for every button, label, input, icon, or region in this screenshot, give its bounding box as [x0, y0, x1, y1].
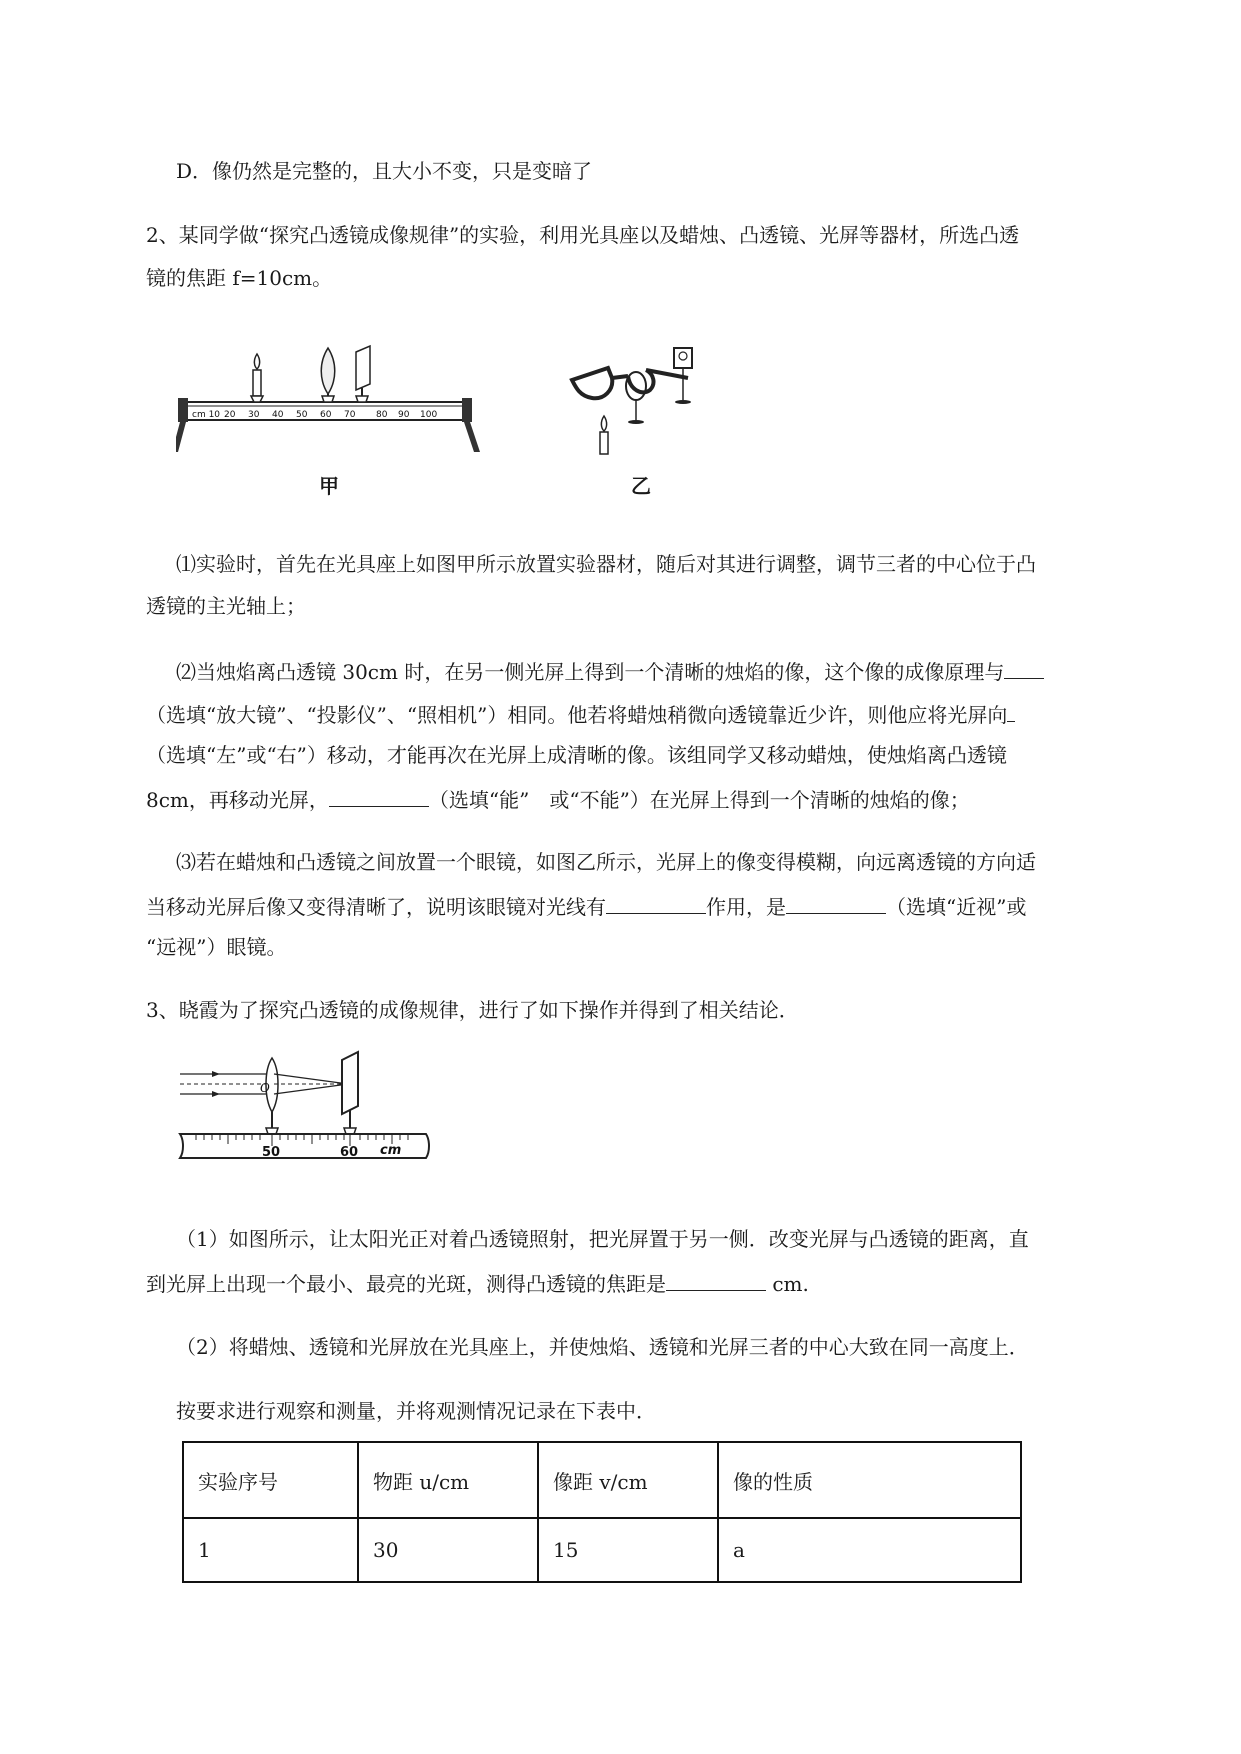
table-header-cell: 像的性质: [718, 1442, 1021, 1518]
q3-part1-text: cm.: [766, 1272, 809, 1296]
table-row: [183, 1518, 1021, 1582]
ruler-tick-label: 50: [296, 410, 308, 420]
answer-blank[interactable]: [786, 893, 886, 914]
q2-part3-line3: “远视”）眼镜。: [146, 935, 287, 959]
ruler-tick-label: 70: [344, 410, 356, 420]
ruler-tick-label: 60: [320, 410, 332, 420]
q2-part2-text: （选填“放大镜”、“投影仪”、“照相机”）相同。他若将蜡烛稍微向透镜靠近少许，则他应将光屏向: [146, 703, 1008, 727]
q2-part2-line4: [146, 786, 970, 812]
table-header-row: [183, 1442, 1021, 1518]
answer-blank[interactable]: [329, 786, 429, 807]
q2-part1-line2: 透镜的主光轴上；: [146, 594, 306, 618]
q3-part3: 按要求进行观察和测量，并将观测情况记录在下表中．: [176, 1399, 656, 1423]
q3-part1-line2: [146, 1270, 809, 1296]
ruler-tick-label: 100: [420, 410, 438, 420]
table-header-cell: 实验序号: [183, 1442, 358, 1518]
figure-yi-label: 乙: [631, 474, 651, 498]
bench-right-end: [462, 398, 472, 422]
q1-option-d: D．像仍然是完整的，且大小不变，只是变暗了: [176, 159, 593, 183]
candle-icon: [251, 354, 263, 402]
table-header-cell: 物距 u/cm: [358, 1442, 538, 1518]
q2-part3-text: 作用，是: [706, 895, 786, 919]
table-cell: 30: [358, 1518, 538, 1582]
ruler-tick-label: 40: [272, 410, 284, 420]
answer-blank[interactable]: [606, 893, 706, 914]
bench-left-end: [178, 398, 188, 422]
ruler-tick-50: 50: [262, 1145, 281, 1160]
light-screen-icon: [356, 346, 370, 402]
convex-lens-icon: [321, 348, 335, 402]
q2-part2-text: ⑵当烛焰离凸透镜 30cm 时，在另一侧光屏上得到一个清晰的烛焰的像，这个像的成像原理与: [176, 660, 1005, 684]
q3-part1-line1: （1）如图所示，让太阳光正对着凸透镜照射，把光屏置于另一侧．改变光屏与凸透镜的距离，直: [176, 1227, 1029, 1251]
answer-blank[interactable]: [666, 1270, 766, 1291]
q3-part1-text: 到光屏上出现一个最小、最亮的光斑，测得凸透镜的焦距是: [146, 1272, 666, 1296]
figure-jia-label: 甲: [319, 474, 339, 498]
q2-part2-line3: （选填“左”或“右”）移动，才能再次在光屏上成清晰的像。该组同学又移动蜡烛，使烛焰离凸透镜: [146, 743, 1007, 767]
focal-length-figure: [176, 1050, 436, 1178]
answer-blank[interactable]: [1004, 658, 1044, 679]
table-cell: 1: [183, 1518, 358, 1582]
table-cell: 15: [538, 1518, 718, 1582]
q2-part3-line2: [146, 893, 1026, 919]
q2-part2-line1: [176, 658, 1044, 684]
table-cell: a: [718, 1518, 1021, 1582]
ruler-tick-label: 90: [398, 410, 410, 420]
optical-center-label: O: [260, 1081, 270, 1095]
q3-stem: 3、晓霞为了探究凸透镜的成像规律，进行了如下操作并得到了相关结论．: [146, 998, 799, 1022]
q2-part2-text: （选填“能” 或“不能”）在光屏上得到一个清晰的烛焰的像；: [428, 788, 970, 812]
q2-part1-line1: ⑴实验时，首先在光具座上如图甲所示放置实验器材，随后对其进行调整，调节三者的中心位于凸: [176, 552, 1036, 576]
q2-part2-text: 8cm，再移动光屏，: [146, 788, 329, 812]
ruler-tick-label: 80: [376, 410, 388, 420]
ruler-tick-label: cm 10: [192, 410, 221, 420]
answer-blank[interactable]: [1007, 701, 1015, 722]
q2-part3-line1: ⑶若在蜡烛和凸透镜之间放置一个眼镜，如图乙所示，光屏上的像变得模糊，向远离透镜的方向适: [176, 850, 1036, 874]
q2-part3-text: （选填“近视”或: [886, 895, 1027, 919]
ruler-tick-60: 60: [340, 1145, 359, 1160]
light-screen-icon: [342, 1052, 358, 1114]
ruler-unit: cm: [380, 1143, 402, 1158]
observation-table: [182, 1441, 1022, 1583]
q2-part2-line2: [146, 701, 1015, 727]
q2-part3-text: 当移动光屏后像又变得清晰了，说明该眼镜对光线有: [146, 895, 606, 919]
optical-bench-figure: [176, 340, 486, 460]
glasses-figure: [568, 340, 718, 460]
q2-stem-line1: 2、某同学做“探究凸透镜成像规律”的实验，利用光具座以及蜡烛、凸透镜、光屏等器材，所选凸透: [146, 223, 1020, 247]
ruler-tick-label: 30: [248, 410, 260, 420]
q3-part2: （2）将蜡烛、透镜和光屏放在光具座上，并使烛焰、透镜和光屏三者的中心大致在同一高度上．: [176, 1335, 1029, 1359]
glasses-icon: [572, 368, 688, 398]
ruler-tick-label: 20: [224, 410, 236, 420]
table-header-cell: 像距 v/cm: [538, 1442, 718, 1518]
bench-right-leg: [464, 422, 480, 452]
ruler: [180, 1134, 429, 1160]
candle-icon: [600, 416, 608, 454]
bench-left-leg: [176, 422, 186, 452]
q2-stem-line2: 镜的焦距 f=10cm。: [146, 266, 333, 290]
